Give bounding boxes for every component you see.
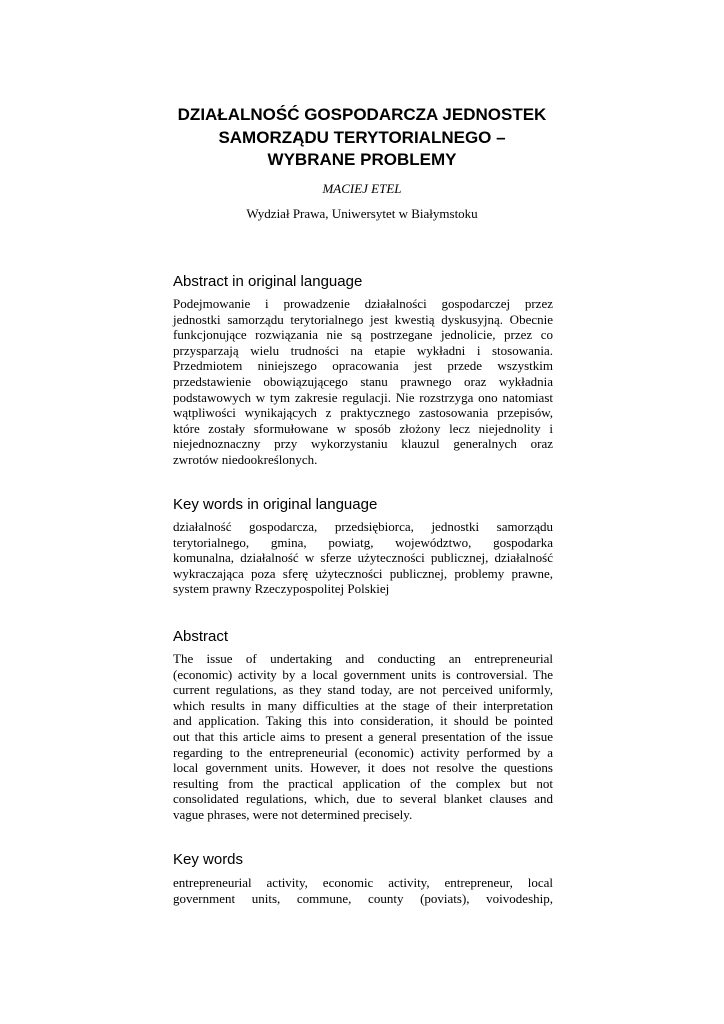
- section-heading-abstract-original: Abstract in original language: [173, 273, 363, 290]
- text-line: and application. Taking this into consideration, it should be pointed: [173, 713, 553, 729]
- text-line: podstawowych w tym zakresie regulacji. Nie rozstrzyga ono natomiast: [173, 389, 553, 405]
- abstract-text: [173, 651, 553, 823]
- text-line: terytorialnego, gmina, powiatg, województwo, gospodarka: [173, 534, 553, 550]
- text-line: regarding to the entrepreneurial (economic) activity performed by a: [173, 744, 553, 760]
- keywords-original-text: [173, 519, 553, 597]
- text-line: current regulations, as they stand today, are not perceived uniformly,: [173, 682, 553, 698]
- text-line: resulting from the practical application of the complex but not: [173, 775, 553, 791]
- text-line: działalność gospodarcza, przedsiębiorca, jednostki samorządu: [173, 519, 553, 534]
- text-line: komunalna, działalność w sferze użyteczności publicznej, działalność: [173, 550, 553, 566]
- section-heading-keywords: Key words: [173, 851, 244, 868]
- text-line: wykraczająca poza sferę użyteczności publicznej, problemy prawne,: [173, 565, 553, 581]
- text-line: Podejmowanie i prowadzenie działalności gospodarczej przez: [173, 296, 553, 311]
- text-line: out that this article aims to present a general presentation of the issue: [173, 728, 553, 744]
- text-line: which results in many difficulties at the stage of their interpretation: [173, 697, 553, 713]
- text-line: The issue of undertaking and conducting an entrepreneurial: [173, 651, 553, 666]
- title-line: SAMORZĄDU TERYTORIALNEGO –: [218, 127, 506, 147]
- text-line: (economic) activity by a local government units is controversial. The: [173, 666, 553, 682]
- text-line: jednostki samorządu terytorialnego jest kwestią dyskusyjną. Obecnie: [173, 311, 553, 327]
- title-line: DZIAŁALNOŚĆ GOSPODARCZA JEDNOSTEK: [177, 105, 547, 124]
- abstract-original-text: [173, 296, 553, 468]
- title-line: WYBRANE PROBLEMY: [267, 150, 457, 169]
- text-line: przedstawienie obowiązującego stanu prawnego oraz wykładnia: [173, 373, 553, 389]
- section-heading-keywords-original: Key words in original language: [173, 496, 378, 513]
- text-line: Przedmiotem niniejszego opracowania jest przede wszystkim: [173, 358, 553, 374]
- text-line: entrepreneurial activity, economic activity, entrepreneur, local: [173, 875, 553, 890]
- text-line: local government units. However, it does not resolve the questions: [173, 760, 553, 776]
- text-line: funkcjonujące rozwiązania nie są postrzegane jednolicie, przez co: [173, 327, 553, 343]
- text-line: government units, commune, county (poviats), voivodeship,: [173, 890, 553, 906]
- text-line: zwrotów niedookreślonych.: [173, 451, 318, 467]
- text-line: niejednoznaczny przy wykorzystaniu klauzul generalnych oraz: [173, 436, 553, 452]
- keywords-text: [173, 875, 553, 906]
- author-affiliation: Wydział Prawa, Uniwersytet w Białymstoku: [246, 206, 478, 221]
- section-heading-abstract: Abstract: [173, 628, 229, 645]
- text-line: consolidated regulations, which, due to several blanket clauses and: [173, 791, 553, 807]
- paper-title: [120, 104, 604, 172]
- author-name: MACIEJ ETEL: [322, 181, 402, 196]
- text-line: wątpliwości wynikających z praktycznego zastosowania przepisów,: [173, 405, 553, 421]
- text-line: system prawny Rzeczypospolitej Polskiej: [173, 581, 390, 597]
- text-line: przysparzają wielu trudności na etapie wykładni i stosowania.: [173, 342, 553, 358]
- text-line: vague phrases, were not determined precisely.: [173, 806, 413, 822]
- text-line: które zostały sformułowane w sposób złożony lecz niejednolity i: [173, 420, 553, 436]
